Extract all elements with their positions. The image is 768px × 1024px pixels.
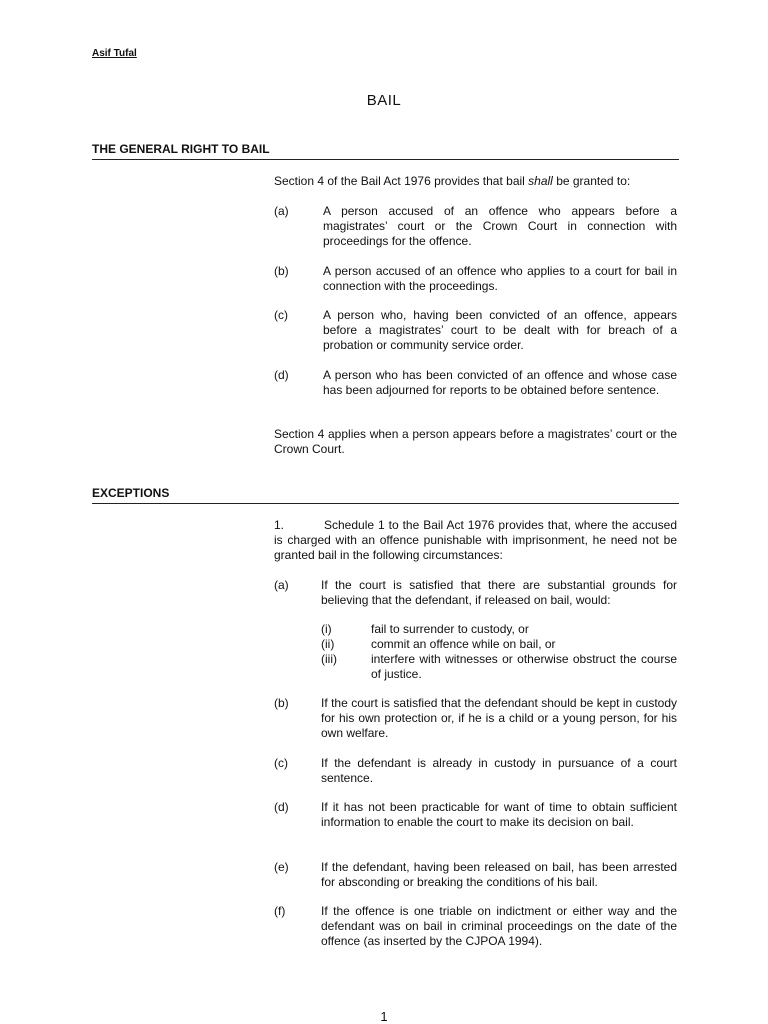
item-label: (a) — [274, 578, 289, 592]
sub-item-label: (iii) — [321, 652, 337, 666]
item-text: If the offence is one triable on indictment or either way and the defendant was on bail in criminal proceedings on the date of the offence (as inserted by the CJPOA 1994). — [321, 904, 677, 948]
intro-text-pre: Section 4 of the Bail Act 1976 provides that bail — [274, 174, 529, 188]
item-label: (a) — [274, 204, 289, 218]
intro-emphasis: shall — [528, 174, 553, 188]
item-label: (b) — [274, 264, 289, 278]
item-text: If the defendant, having been released on bail, has been arrested for absconding or breaking the conditions of his bail. — [321, 860, 677, 889]
intro-number: 1. — [274, 518, 285, 532]
section1-intro — [274, 174, 677, 189]
item-text: If the defendant is already in custody in pursuance of a court sentence. — [321, 756, 677, 785]
intro-text: Schedule 1 to the Bail Act 1976 provides that, where the accused is charged with an offence punishable with imprisonment, he need not be granted bail in the following circumstances: — [274, 518, 677, 562]
item-label: (d) — [274, 368, 289, 382]
author-name: Asif Tufal — [92, 48, 137, 59]
sub-item-text: fail to surrender to custody, or — [371, 622, 529, 636]
sub-item-text: interfere with witnesses or otherwise obstruct the course of justice. — [371, 652, 677, 681]
sub-item-text: commit an offence while on bail, or — [371, 637, 556, 651]
item-label: (f) — [274, 904, 286, 918]
document-title: BAIL — [366, 92, 402, 109]
sub-item-label: (i) — [321, 622, 332, 636]
intro-text-post: be granted to: — [552, 174, 631, 188]
sub-item-label: (ii) — [321, 637, 335, 651]
item-text: If the court is satisfied that the defendant should be kept in custody for his own protection or, if he is a child or a young person, for his own welfare. — [321, 696, 677, 740]
item-text: A person who, having been convicted of an offence, appears before a magistrates’ court to be dealt with for breach of a probation or community service order. — [323, 308, 677, 352]
item-text: A person who has been convicted of an offence and whose case has been adjourned for reports to be obtained before sentence. — [323, 368, 677, 397]
item-label: (b) — [274, 696, 289, 710]
section-heading-general-right: THE GENERAL RIGHT TO BAIL — [92, 142, 679, 160]
item-label: (d) — [274, 800, 289, 814]
item-label: (e) — [274, 860, 289, 874]
item-text: If it has not been practicable for want of time to obtain sufficient information to enable the court to make its decision on bail. — [321, 800, 677, 829]
item-text: A person accused of an offence who appears before a magistrates’ court or the Crown Court in connection with proceedings for the offence. — [323, 204, 677, 248]
section-heading-exceptions: EXCEPTIONS — [92, 486, 679, 504]
section2-intro — [274, 518, 677, 563]
item-text: If the court is satisfied that there are substantial grounds for believing that the defendant, if released on bail, would: — [321, 578, 677, 607]
item-label: (c) — [274, 756, 288, 770]
item-text: A person accused of an offence who applies to a court for bail in connection with the proceedings. — [323, 264, 677, 293]
item-label: (c) — [274, 308, 288, 322]
section1-closing: Section 4 applies when a person appears before a magistrates’ court or the Crown Court. — [274, 427, 677, 456]
page-number: 1 — [380, 1009, 388, 1024]
